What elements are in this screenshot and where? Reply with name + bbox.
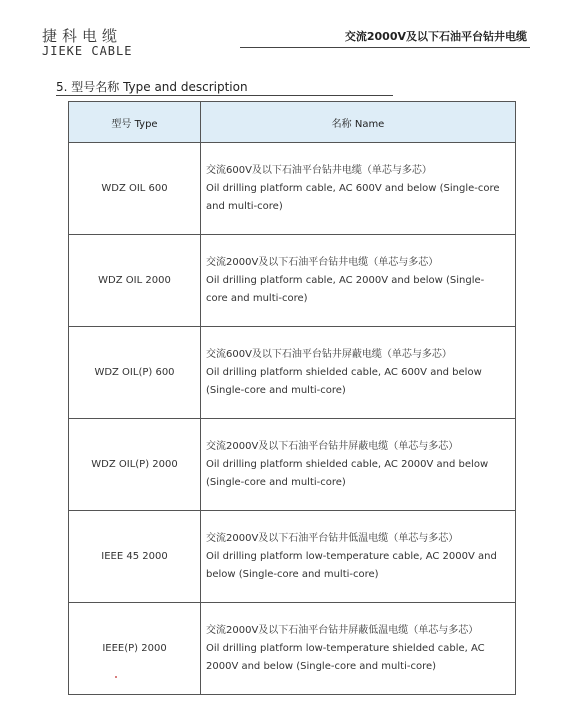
column-header-type: 型号 Type (69, 102, 201, 143)
description-en: Oil drilling platform shielded cable, AC 2000V and below (Single-core and multi-core) (206, 458, 489, 488)
description-en: Oil drilling platform shielded cable, AC 600V and below (Single-core and multi-core) (206, 366, 482, 396)
section-divider (56, 95, 393, 96)
table-row (69, 603, 516, 695)
table-header-row (69, 102, 516, 143)
model-cell: IEEE(P) 2000 (69, 603, 201, 695)
table-row (69, 511, 516, 603)
table-row (69, 143, 516, 235)
description-cn: 交流600V及以下石油平台钻井电缆（单芯与多芯） (206, 164, 432, 176)
model-cell: WDZ OIL(P) 2000 (69, 419, 201, 511)
model-cell: WDZ OIL(P) 600 (69, 327, 201, 419)
description-cn: 交流2000V及以下石油平台钻井屏蔽电缆（单芯与多芯） (206, 440, 459, 452)
column-header-name: 名称 Name (201, 102, 516, 143)
description-en: Oil drilling platform cable, AC 2000V and below (Single-core and multi-core) (206, 274, 485, 304)
description-cn: 交流2000V及以下石油平台钻井低温电缆（单芯与多芯） (206, 532, 459, 544)
description-cell (201, 143, 516, 235)
model-cell: WDZ OIL 2000 (69, 235, 201, 327)
table-row (69, 327, 516, 419)
brand-logo-cn: 捷科电缆 (42, 27, 123, 45)
description-en: Oil drilling platform cable, AC 600V and below (Single-core and multi-core) (206, 182, 500, 212)
description-cell (201, 419, 516, 511)
scan-speck (115, 676, 117, 678)
section-heading: 5. 型号名称 Type and description (56, 80, 248, 94)
description-cell (201, 327, 516, 419)
table-row (69, 419, 516, 511)
description-en: Oil drilling platform low-temperature shielded cable, AC 2000V and below (Single-core and multi-core) (206, 642, 485, 672)
model-cell: WDZ OIL 600 (69, 143, 201, 235)
description-en: Oil drilling platform low-temperature cable, AC 2000V and below (Single-core and multi-core) (206, 550, 497, 580)
description-cn: 交流2000V及以下石油平台钻井屏蔽低温电缆（单芯与多芯） (206, 624, 479, 636)
type-description-table (68, 101, 516, 695)
model-cell: IEEE 45 2000 (69, 511, 201, 603)
description-cell (201, 235, 516, 327)
document-title: 交流2000V及以下石油平台钻井电缆 (344, 30, 527, 43)
brand-logo-en: JIEKE CABLE (42, 44, 133, 58)
description-cn: 交流600V及以下石油平台钻井屏蔽电缆（单芯与多芯） (206, 348, 452, 360)
description-cell (201, 511, 516, 603)
description-cn: 交流2000V及以下石油平台钻井电缆（单芯与多芯） (206, 256, 439, 268)
table-row (69, 235, 516, 327)
description-cell (201, 603, 516, 695)
header-divider (240, 47, 530, 48)
